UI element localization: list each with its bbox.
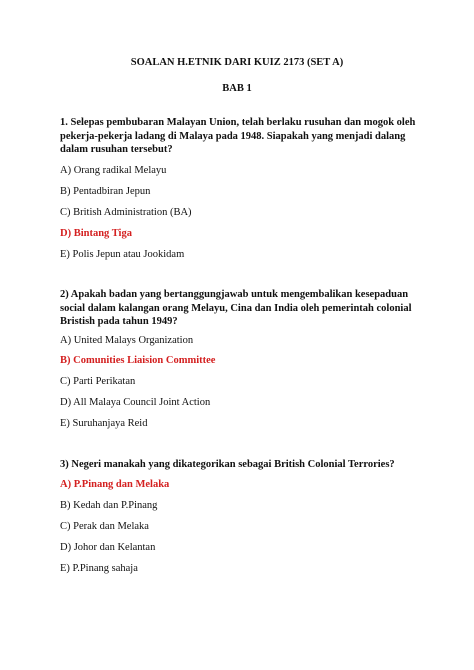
question-3-option-e: E) P.Pinang sahaja (60, 563, 138, 574)
question-1-option-e: E) Polis Jepun atau Jookidam (60, 249, 185, 260)
chapter-heading: BAB 1 (222, 83, 252, 94)
question-3-option-d: D) Johor dan Kelantan (60, 542, 156, 553)
question-1-option-d: D) Bintang Tiga (60, 228, 132, 239)
question-3-option-b: B) Kedah dan P.Pinang (60, 500, 158, 511)
question-2-option-a: A) United Malays Organization (60, 335, 194, 346)
question-2-option-e: E) Suruhanjaya Reid (60, 418, 148, 429)
question-3-option-a: A) P.Pinang dan Melaka (60, 479, 170, 490)
question-1-text: 1. Selepas pembubaran Malayan Union, telah berlaku rusuhan dan mogok oleh pekerja-pekerja ladang di Malaya pada 1948. Siapakah yang menjadi dalang dalam rusuhan tersebut? (60, 117, 416, 155)
question-3-option-c: C) Perak dan Melaka (60, 521, 149, 532)
document-title: SOALAN H.ETNIK DARI KUIZ 2173 (SET A) (130, 57, 344, 68)
question-1-option-b: B) Pentadbiran Jepun (60, 186, 151, 197)
question-2-text: 2) Apakah badan yang bertanggungjawab untuk mengembalikan kesepaduan social dalam kalangan orang Melayu, Cina dan India oleh pemerintah colonial Bristish pada tahun 1949? (60, 289, 412, 327)
question-2-option-c: C) Parti Perikatan (60, 376, 136, 387)
question-2-option-d: D) All Malaya Council Joint Action (60, 397, 211, 408)
question-1-option-a: A) Orang radikal Melayu (60, 165, 167, 176)
question-3-text: 3) Negeri manakah yang dikategorikan sebagai British Colonial Terrories? (60, 459, 395, 470)
question-1-option-c: C) British Administration (BA) (60, 207, 192, 218)
question-2-option-b: B) Comunities Liaision Committee (60, 355, 216, 366)
